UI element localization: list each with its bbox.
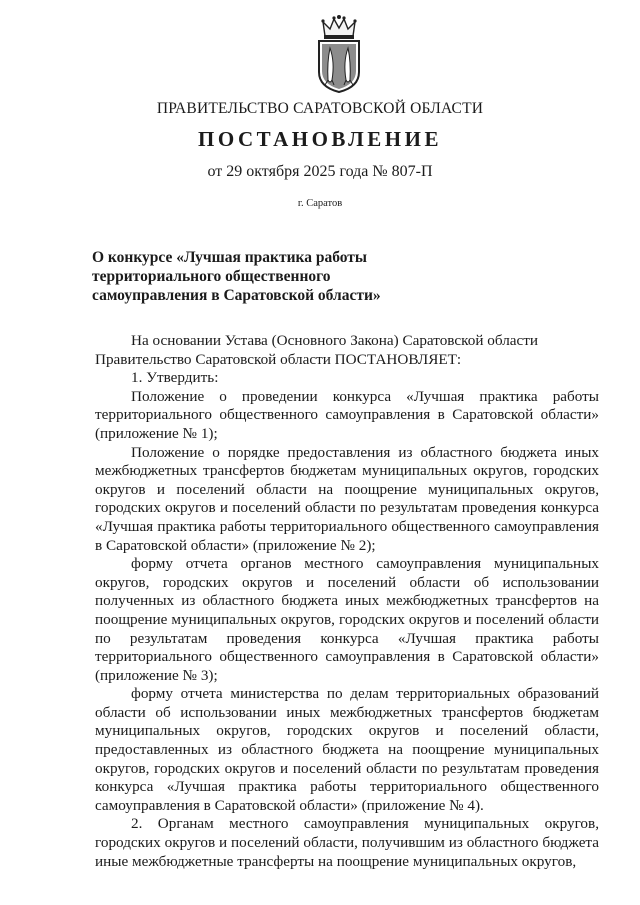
document-title-line: О конкурсе «Лучшая практика работы <box>92 249 368 266</box>
body-paragraph: Положение о порядке предоставления из областного бюджета иных межбюджетных трансфертов бюджетам муниципальных округов, городских округов и поселений области на поощрение муниципальных округов, городских округов и поселений области по результатам проведения конкурса «Лучшая практика работы территориального общественного самоуправления в Саратовской области» (приложение № 2); <box>95 443 599 554</box>
body-paragraph: форму отчета министерства по делам территориальных образований области об использовании иных межбюджетных трансфертов бюджетам муниципальных округов, городских округов и поселений области, предоставленных из областного бюджета на поощрение муниципальных округов, городских округов и поселений области по результатам проведения конкурса «Лучшая практика работы территориального общественного самоуправления в Саратовской области» (приложение № 4). <box>95 685 599 814</box>
document-title <box>92 248 392 305</box>
body-paragraph: Положение о проведении конкурса «Лучшая практика работы территориального общественного самоуправления в Саратовской области» (приложение № 1); <box>95 387 599 442</box>
body-paragraph: 2. Органам местного самоуправления муниципальных округов, городских округов и поселений области, получившим из областного бюджета иные межбюджетные трансферты на поощрение муниципальных округов, <box>95 815 599 870</box>
saratov-oblast-coat-of-arms-icon <box>311 14 367 94</box>
document-type: ПОСТАНОВЛЕНИЕ <box>198 127 442 151</box>
body-paragraph: На основании Устава (Основного Закона) Саратовской области <box>131 332 539 349</box>
document-date-number: от 29 октября 2025 года № 807-П <box>207 163 433 180</box>
document-title-line: территориального общественного <box>92 268 331 285</box>
organization-name: ПРАВИТЕЛЬСТВО САРАТОВСКОЙ ОБЛАСТИ <box>156 100 484 117</box>
body-paragraph: форму отчета органов местного самоуправления муниципальных округов, городских округов и поселений области об использовании полученных из областного бюджета иных межбюджетных трансфертов на поощрение муниципальных округов, городских округов и поселений области по результатам проведения конкурса «Лучшая практика работы территориального общественного самоуправления в Саратовской области» (приложение № 3); <box>95 555 599 684</box>
body-paragraph: 1. Утвердить: <box>131 369 219 387</box>
document-body <box>95 332 599 871</box>
document-city: г. Саратов <box>297 198 343 209</box>
document-title-line: самоуправления в Саратовской области» <box>92 287 381 304</box>
body-paragraph: Правительство Саратовской области ПОСТАНОВЛЯЕТ: <box>95 350 462 368</box>
